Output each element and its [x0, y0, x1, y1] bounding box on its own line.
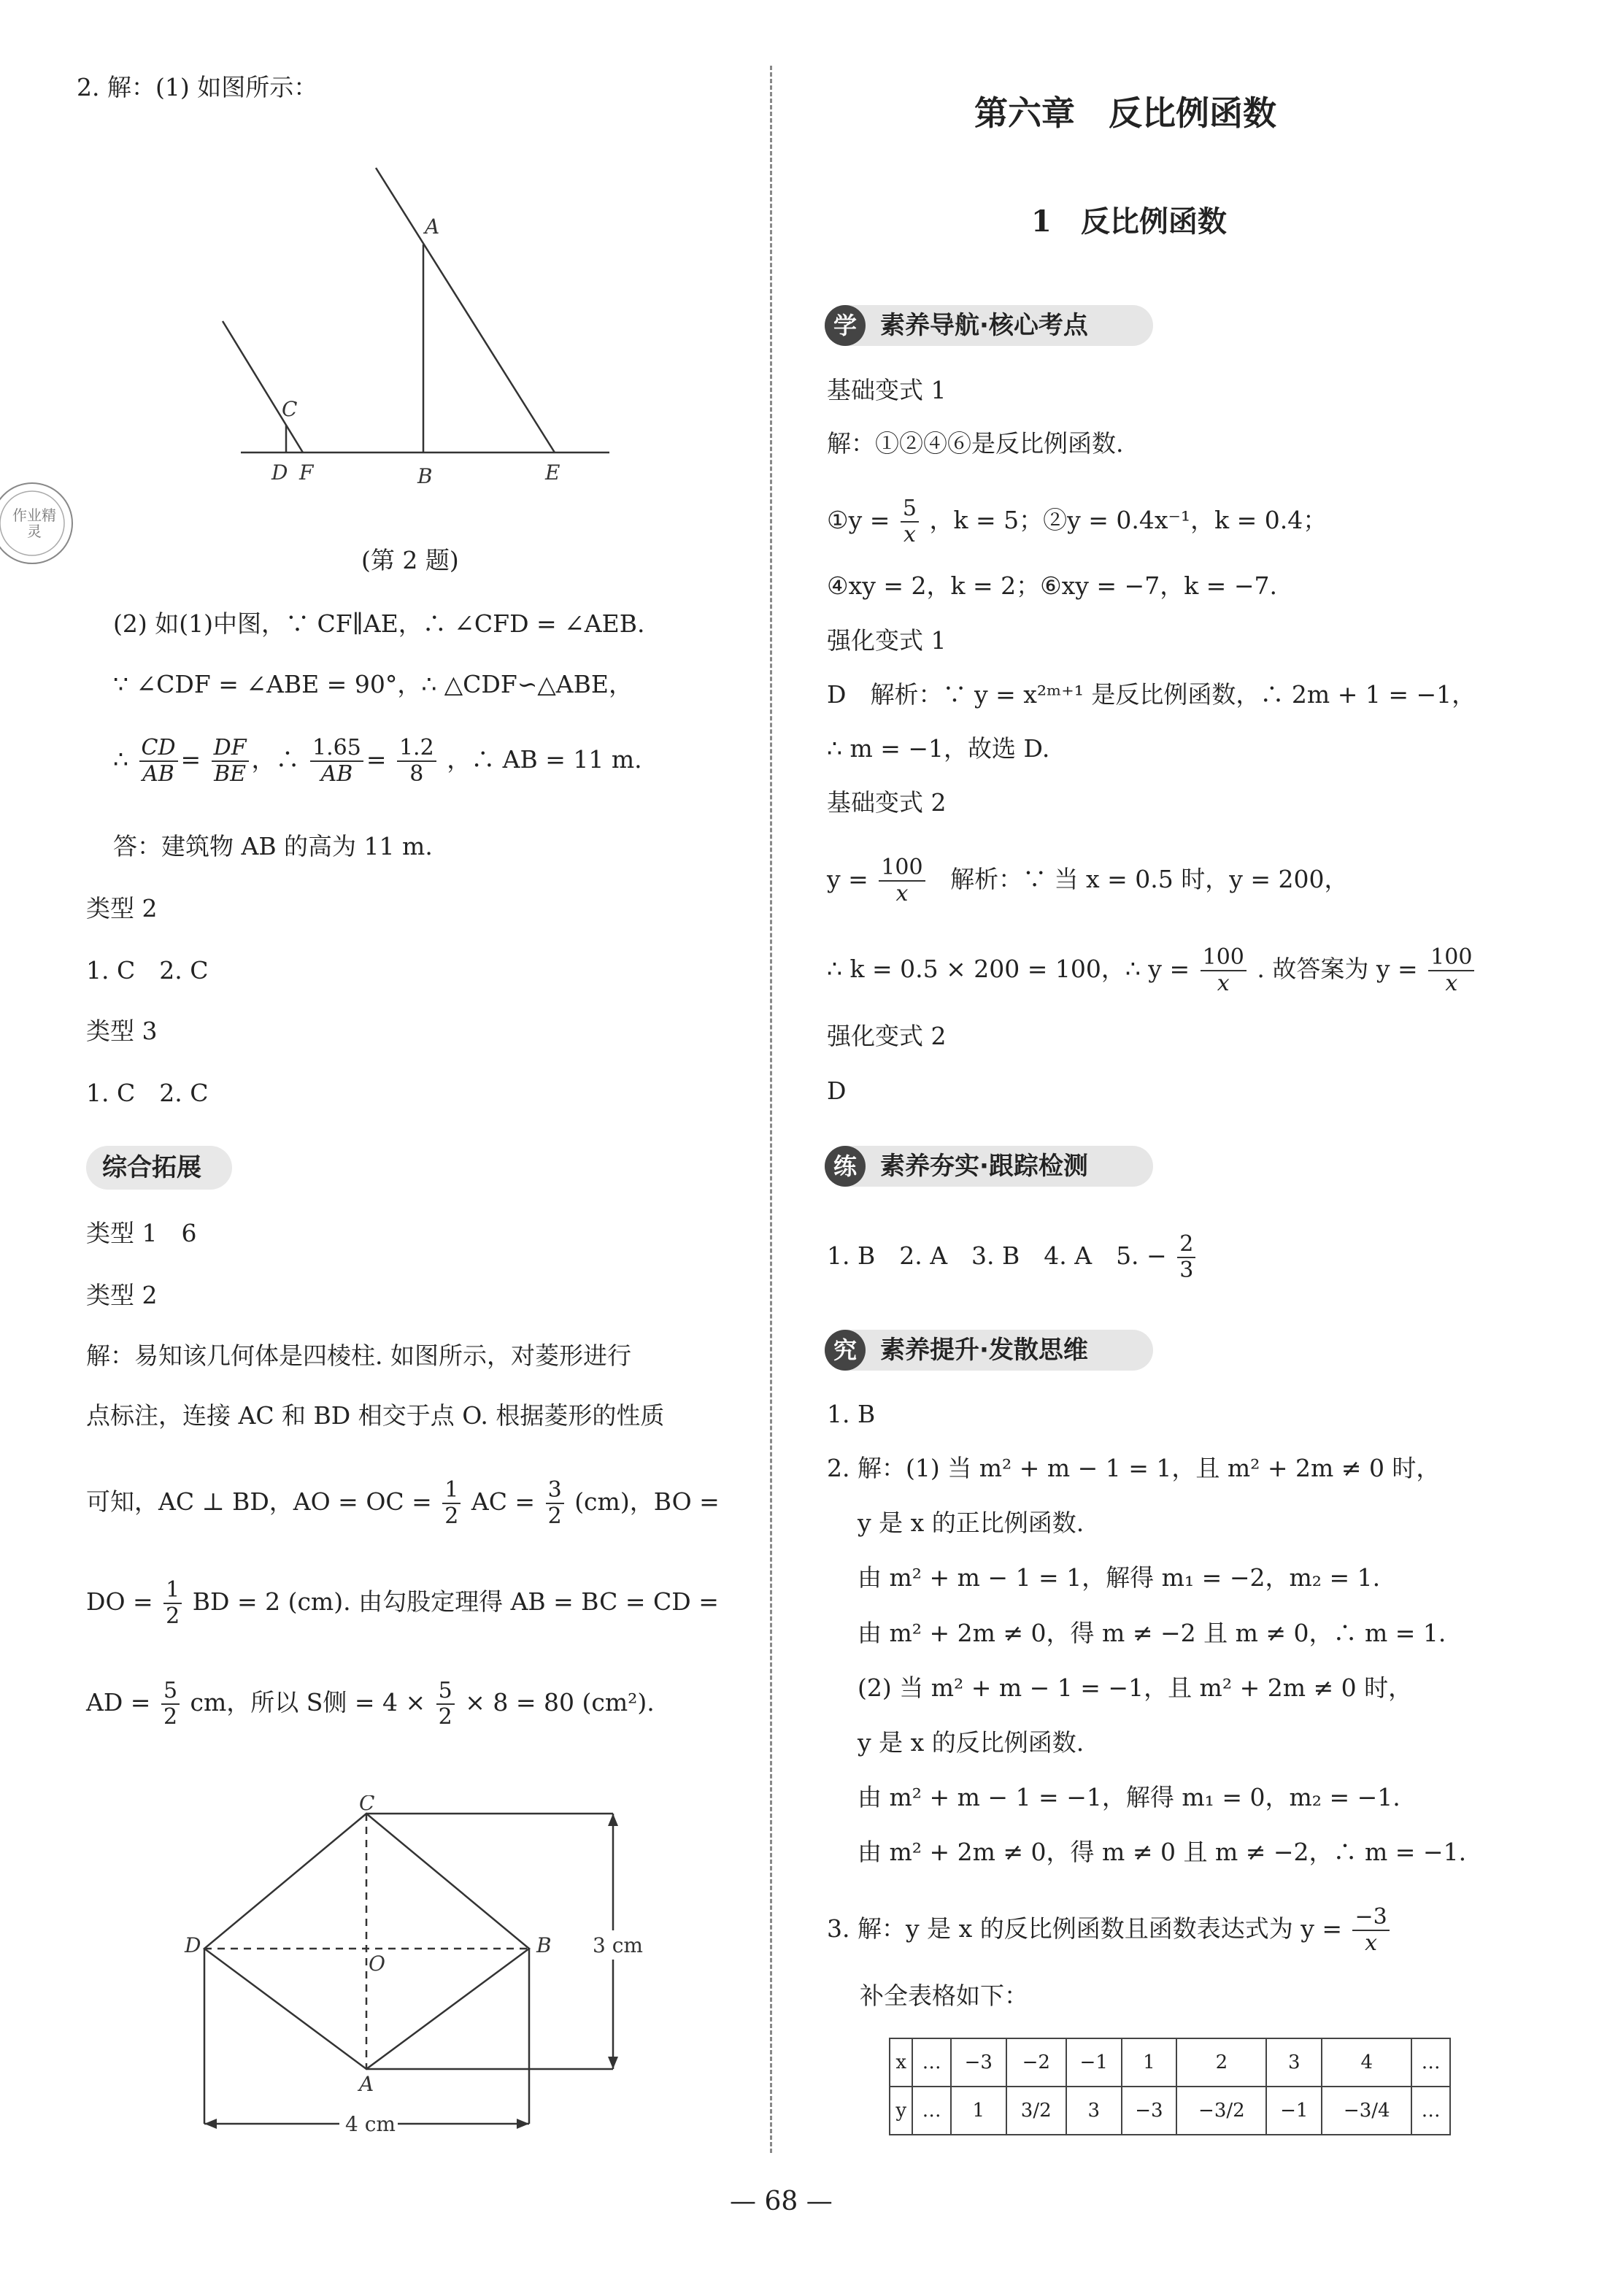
- table-cell: −3/2: [1176, 2087, 1266, 2135]
- solution-line2: 点标注，连接 AC 和 BD 相交于点 O. 根据菱形的性质: [86, 1401, 665, 1430]
- table-cell: −3: [951, 2038, 1006, 2087]
- ex3-line2: 补全表格如下：: [860, 1981, 1028, 2010]
- label-b: B: [417, 464, 433, 488]
- table-cell: …: [912, 2087, 951, 2135]
- ex3-line1: 3. 解：y 是 x 的反比例函数且函数表达式为 y = $\frac{-3}{x}$: [827, 1905, 1392, 1956]
- strong1-line2: ∴ m = −1，故选 D.: [827, 734, 1050, 763]
- type2-answers: 1. C 2. C: [86, 956, 209, 985]
- ex1-answer: 1. B: [827, 1400, 876, 1428]
- label-c2: C: [359, 1795, 375, 1815]
- q2-part2-line3: ∴ $\frac{CD}{AB}$ = $\frac{DF}{BE}$ ，∴ $\frac{1.65}{AB}$ = $\frac{1.2}{8}$ ，∴ AB = 11 m.: [113, 735, 642, 787]
- type2b-label: 类型 2: [86, 1281, 158, 1309]
- label-d2: D: [185, 1933, 201, 1957]
- solution-line3: 可知，AC ⊥ BD，AO = OC = $\frac{1}{2}$ AC = $\frac{3}{2}$ (cm)，BO =: [86, 1477, 720, 1529]
- figure-shadow-diagram: [219, 161, 628, 504]
- ex2-line3: 由 m² + m − 1 = 1，解得 m₁ = −2，m₂ = 1.: [858, 1563, 1381, 1592]
- q2-part2-line2: ∵ ∠CDF = ∠ABE = 90°，∴ △CDF∽△ABE，: [113, 670, 633, 698]
- stamp-icon: 作业精灵: [0, 478, 78, 569]
- label-a2: A: [359, 2072, 374, 2096]
- study-icon: 学: [825, 305, 866, 346]
- ex2-line2: y 是 x 的正比例函数.: [858, 1509, 1084, 1537]
- page-number: — 68 —: [730, 2187, 833, 2216]
- q2-answer: 答：建筑物 AB 的高为 11 m.: [113, 832, 433, 860]
- table-cell: 2: [1176, 2038, 1266, 2087]
- figure-caption: (第 2 题): [361, 546, 459, 574]
- figure-rhombus-unfold: [175, 1795, 671, 2146]
- type3-label: 类型 3: [86, 1017, 158, 1045]
- column-divider: [770, 66, 772, 2153]
- basic-variant-2: 基础变式 2: [827, 788, 947, 817]
- section-title: 1 反比例函数: [1031, 204, 1227, 239]
- table-cell: y: [890, 2087, 912, 2135]
- table-cell: …: [1411, 2087, 1450, 2135]
- table-row-x: [890, 2038, 1450, 2087]
- practice-answers: 1. B 2. A 3. B 4. A 5. − $\frac{2}{3}$: [827, 1232, 1198, 1283]
- solution-line5: AD = $\frac{5}{2}$ cm，所以 S侧 = 4 × $\frac{5}{2}$ × 8 = 80 (cm²).: [86, 1678, 655, 1730]
- strong-variant-2: 强化变式 2: [827, 1022, 947, 1050]
- section-badge-extension: 综合拓展: [86, 1146, 232, 1190]
- ex2-line1: 2. 解：(1) 当 m² + m − 1 = 1，且 m² + 2m ≠ 0 时，: [827, 1454, 1441, 1482]
- practice-icon: 练: [825, 1146, 866, 1187]
- solution-line4: DO = $\frac{1}{2}$ BD = 2 (cm). 由勾股定理得 AB = BC = CD =: [86, 1577, 719, 1629]
- ex2-line4: 由 m² + 2m ≠ 0，得 m ≠ −2 且 m ≠ 0，∴ m = 1.: [858, 1619, 1446, 1647]
- explore-icon: 究: [825, 1330, 866, 1371]
- strong2-answer: D: [827, 1076, 847, 1105]
- table-cell: 4: [1322, 2038, 1411, 2087]
- table-cell: 3: [1266, 2038, 1322, 2087]
- solution-line1: 解：易知该几何体是四棱柱. 如图所示，对菱形进行: [86, 1341, 631, 1370]
- label-d: D: [271, 461, 288, 485]
- table-cell: …: [1411, 2038, 1450, 2087]
- q2-part2-line1: (2) 如(1)中图，∵ CF∥AE，∴ ∠CFD = ∠AEB.: [113, 609, 645, 638]
- label-o: O: [369, 1952, 385, 1976]
- table-cell: −1: [1266, 2087, 1322, 2135]
- label-height: 3 cm: [593, 1933, 643, 1957]
- basic-variant-1: 基础变式 1: [827, 376, 947, 404]
- strong1-line1: D 解析：∵ y = x²ᵐ⁺¹ 是反比例函数，∴ 2m + 1 = −1，: [827, 680, 1476, 709]
- ex2-line7: 由 m² + m − 1 = −1，解得 m₁ = 0，m₂ = −1.: [858, 1783, 1400, 1811]
- type2-label: 类型 2: [86, 894, 158, 922]
- basic2-line1: y = $\frac{100}{x}$ 解析：∵ 当 x = 0.5 时，y = 200，: [827, 855, 1349, 906]
- q2-heading: 2. 解：(1) 如图所示：: [77, 73, 318, 101]
- table-cell: −1: [1066, 2038, 1122, 2087]
- label-e: E: [545, 461, 560, 485]
- badge-study: 学 素养导航·核心考点: [825, 305, 1153, 346]
- basic1-solution: 解：①②④⑥是反比例函数.: [827, 429, 1124, 458]
- basic1-equations-2: ④xy = 2，k = 2；⑥xy = −7，k = −7.: [827, 571, 1277, 600]
- table-cell: −2: [1006, 2038, 1066, 2087]
- table-cell: …: [912, 2038, 951, 2087]
- badge-explore: 究 素养提升·发散思维: [825, 1330, 1153, 1371]
- table-cell: −3: [1122, 2087, 1177, 2135]
- line-ae: [376, 168, 555, 452]
- basic2-line2: ∴ k = 0.5 × 200 = 100，∴ y = $\frac{100}{x}$ . 故答案为 y = $\frac{100}{x}$: [827, 945, 1477, 996]
- table-cell: x: [890, 2038, 912, 2087]
- table-cell: −3/4: [1322, 2087, 1411, 2135]
- badge-practice: 练 素养夯实·跟踪检测: [825, 1146, 1153, 1187]
- type3-answers: 1. C 2. C: [86, 1079, 209, 1107]
- label-b2: B: [536, 1933, 552, 1957]
- type1-line: 类型 1 6: [86, 1219, 197, 1247]
- table-cell: 1: [1122, 2038, 1177, 2087]
- ex2-line5: (2) 当 m² + m − 1 = −1，且 m² + 2m ≠ 0 时，: [858, 1673, 1413, 1702]
- basic1-equations-1: ①y = $\frac{5}{x}$ ，k = 5；②y = 0.4x⁻¹，k = 0.4；: [827, 496, 1328, 547]
- table-cell: 3: [1066, 2087, 1122, 2135]
- table-cell: 3/2: [1006, 2087, 1066, 2135]
- chapter-title: 第六章 反比例函数: [974, 93, 1276, 133]
- value-table: [889, 2038, 1451, 2135]
- table-row-y: [890, 2087, 1450, 2135]
- label-width: 4 cm: [345, 2112, 396, 2136]
- strong-variant-1: 强化变式 1: [827, 626, 947, 655]
- label-a: A: [425, 215, 440, 239]
- ex2-line8: 由 m² + 2m ≠ 0，得 m ≠ 0 且 m ≠ −2，∴ m = −1.: [858, 1838, 1467, 1866]
- line-cf: [223, 321, 303, 452]
- table-cell: 1: [951, 2087, 1006, 2135]
- ex2-line6: y 是 x 的反比例函数.: [858, 1728, 1084, 1757]
- label-c: C: [282, 397, 298, 421]
- label-f: F: [299, 461, 314, 485]
